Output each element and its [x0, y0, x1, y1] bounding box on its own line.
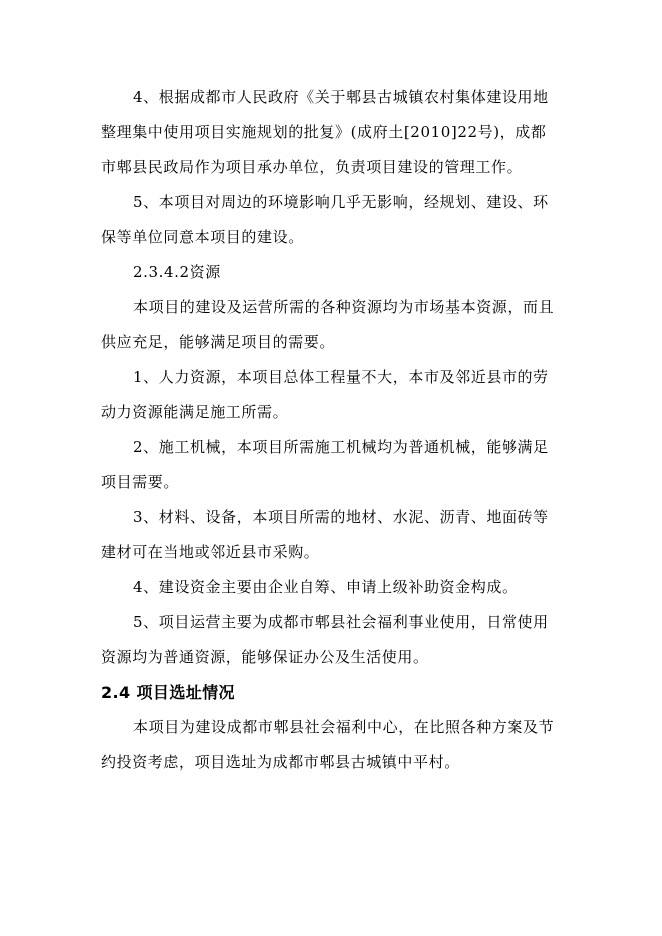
- section-title-site-selection: 2.4 项目选址情况: [101, 683, 235, 702]
- paragraph-environment: 5、本项目对周边的环境影响几乎无影响，经规划、建设、环保等单位同意本项目的建设。: [101, 193, 549, 246]
- paragraph-materials: 3、材料、设备，本项目所需的地材、水泥、沥青、地面砖等建材可在当地或邻近县市采购。: [101, 508, 549, 561]
- paragraph-resources-intro: 本项目的建设及运营所需的各种资源均为市场基本资源，而且供应充足，能够满足项目的需要。: [101, 298, 555, 351]
- paragraph-operation: 5、项目运营主要为成都市郫县社会福利事业使用，日常使用资源均为普通资源，能够保证办公及生活使用。: [101, 613, 549, 666]
- paragraph-human-resources: 1、人力资源，本项目总体工程量不大，本市及邻近县市的劳动力资源能满足施工所需。: [101, 368, 549, 421]
- paragraph-site-selection: 本项目为建设成都市郫县社会福利中心，在比照各种方案及节约投资考虑，项目选址为成都市郫县古城镇中平村。: [101, 718, 555, 771]
- paragraph-funding: 4、建设资金主要由企业自筹、申请上级补助资金构成。: [133, 578, 518, 596]
- paragraph-machinery: 2、施工机械，本项目所需施工机械均为普通机械，能够满足项目需要。: [101, 438, 549, 491]
- paragraph-approval: 4、根据成都市人民政府《关于郫县古城镇农村集体建设用地整理集中使用项目实施规划的批复》(成府土[2010]22号)，成都市郫县民政局作为项目承办单位，负责项目建设的管理工作。: [101, 88, 549, 176]
- subheading-resources: 2.3.4.2资源: [133, 263, 221, 281]
